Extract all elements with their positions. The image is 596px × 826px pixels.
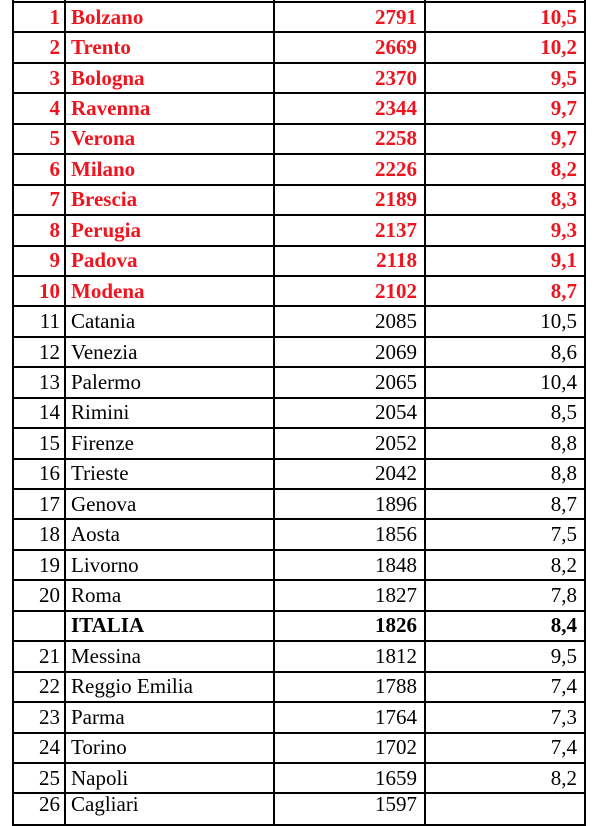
rank-cell: 1 xyxy=(13,2,65,32)
value-cell: 1896 xyxy=(274,489,425,519)
city-cell: Trieste xyxy=(65,459,274,489)
rank-cell: 22 xyxy=(13,672,65,702)
rank-cell: 2 xyxy=(13,32,65,62)
value-cell: 2085 xyxy=(274,306,425,336)
rank-cell: 14 xyxy=(13,398,65,428)
pct-cell: 7,3 xyxy=(425,702,585,732)
rank-cell: 9 xyxy=(13,246,65,276)
document-page xyxy=(12,0,586,826)
value-cell: 2370 xyxy=(274,63,425,93)
value-cell: 2189 xyxy=(274,185,425,215)
table-row xyxy=(13,672,585,702)
city-cell: Rimini xyxy=(65,398,274,428)
city-cell: Ravenna xyxy=(65,93,274,123)
rank-cell: 19 xyxy=(13,550,65,580)
pct-cell: 7,4 xyxy=(425,733,585,763)
table-row xyxy=(13,489,585,519)
city-cell: Venezia xyxy=(65,337,274,367)
city-cell: Verona xyxy=(65,124,274,154)
city-cell: Napoli xyxy=(65,763,274,793)
table-row xyxy=(13,337,585,367)
rank-cell: 21 xyxy=(13,641,65,671)
rank-cell: 24 xyxy=(13,733,65,763)
city-cell: Firenze xyxy=(65,428,274,458)
pct-cell: 7,8 xyxy=(425,580,585,610)
city-cell: Padova xyxy=(65,246,274,276)
table-row xyxy=(13,124,585,154)
table-row xyxy=(13,93,585,123)
table-row xyxy=(13,276,585,306)
pct-cell: 9,5 xyxy=(425,63,585,93)
city-cell: Perugia xyxy=(65,215,274,245)
pct-cell: 10,4 xyxy=(425,367,585,397)
city-cell: Brescia xyxy=(65,185,274,215)
pct-cell: 10,2 xyxy=(425,32,585,62)
value-cell: 2226 xyxy=(274,154,425,184)
rank-cell: 6 xyxy=(13,154,65,184)
pct-cell: 8,8 xyxy=(425,428,585,458)
value-cell: 2042 xyxy=(274,459,425,489)
value-cell: 2052 xyxy=(274,428,425,458)
pct-cell: 9,7 xyxy=(425,124,585,154)
table-row xyxy=(13,702,585,732)
value-cell: 1812 xyxy=(274,641,425,671)
pct-cell: 7,5 xyxy=(425,519,585,549)
pct-cell: 8,2 xyxy=(425,550,585,580)
rank-cell: 23 xyxy=(13,702,65,732)
pct-cell: 8,2 xyxy=(425,763,585,793)
pct-cell: 9,3 xyxy=(425,215,585,245)
rank-cell: 25 xyxy=(13,763,65,793)
table-row xyxy=(13,793,585,825)
pct-cell: 8,5 xyxy=(425,398,585,428)
table-row xyxy=(13,519,585,549)
city-cell: Modena xyxy=(65,276,274,306)
city-cell: Aosta xyxy=(65,519,274,549)
value-cell: 1702 xyxy=(274,733,425,763)
rank-cell: 5 xyxy=(13,124,65,154)
city-ranking-table xyxy=(12,0,586,826)
table-row xyxy=(13,63,585,93)
rank-cell: 3 xyxy=(13,63,65,93)
table-row xyxy=(13,580,585,610)
pct-cell: 8,7 xyxy=(425,276,585,306)
pct-cell: 9,5 xyxy=(425,641,585,671)
city-cell: Roma xyxy=(65,580,274,610)
city-cell: ITALIA xyxy=(65,611,274,641)
table-row xyxy=(13,154,585,184)
pct-cell xyxy=(425,793,585,825)
value-cell: 2065 xyxy=(274,367,425,397)
rank-cell: 11 xyxy=(13,306,65,336)
table-row xyxy=(13,306,585,336)
rank-cell: 17 xyxy=(13,489,65,519)
rank-cell: 15 xyxy=(13,428,65,458)
value-cell: 2791 xyxy=(274,2,425,32)
rank-cell: 26 xyxy=(13,793,65,825)
pct-cell: 8,8 xyxy=(425,459,585,489)
pct-cell: 10,5 xyxy=(425,306,585,336)
table-row xyxy=(13,367,585,397)
value-cell: 2054 xyxy=(274,398,425,428)
city-cell: Torino xyxy=(65,733,274,763)
value-cell: 1659 xyxy=(274,763,425,793)
value-cell: 2258 xyxy=(274,124,425,154)
city-cell: Cagliari xyxy=(65,793,274,825)
rank-cell: 7 xyxy=(13,185,65,215)
table-row xyxy=(13,246,585,276)
city-cell: Livorno xyxy=(65,550,274,580)
value-cell: 2137 xyxy=(274,215,425,245)
rank-cell: 20 xyxy=(13,580,65,610)
pct-cell: 8,4 xyxy=(425,611,585,641)
table-row xyxy=(13,550,585,580)
rank-cell: 13 xyxy=(13,367,65,397)
value-cell: 1856 xyxy=(274,519,425,549)
average-row xyxy=(13,611,585,641)
rank-cell: 4 xyxy=(13,93,65,123)
pct-cell: 10,5 xyxy=(425,2,585,32)
city-cell: Catania xyxy=(65,306,274,336)
table-row xyxy=(13,215,585,245)
rank-cell: 10 xyxy=(13,276,65,306)
pct-cell: 8,3 xyxy=(425,185,585,215)
table-body xyxy=(13,0,585,825)
city-cell: Messina xyxy=(65,641,274,671)
rank-cell: 18 xyxy=(13,519,65,549)
city-cell: Parma xyxy=(65,702,274,732)
value-cell: 1848 xyxy=(274,550,425,580)
value-cell: 2669 xyxy=(274,32,425,62)
value-cell: 1827 xyxy=(274,580,425,610)
city-cell: Trento xyxy=(65,32,274,62)
value-cell: 1597 xyxy=(274,793,425,825)
value-cell: 1826 xyxy=(274,611,425,641)
city-cell: Bologna xyxy=(65,63,274,93)
value-cell: 2118 xyxy=(274,246,425,276)
city-cell: Bolzano xyxy=(65,2,274,32)
city-cell: Palermo xyxy=(65,367,274,397)
value-cell: 2344 xyxy=(274,93,425,123)
rank-cell: 16 xyxy=(13,459,65,489)
value-cell: 1788 xyxy=(274,672,425,702)
city-cell: Reggio Emilia xyxy=(65,672,274,702)
table-row xyxy=(13,641,585,671)
pct-cell: 7,4 xyxy=(425,672,585,702)
city-cell: Genova xyxy=(65,489,274,519)
table-row xyxy=(13,185,585,215)
table-row xyxy=(13,32,585,62)
value-cell: 2102 xyxy=(274,276,425,306)
table-row xyxy=(13,459,585,489)
city-cell: Milano xyxy=(65,154,274,184)
table-row xyxy=(13,398,585,428)
rank-cell xyxy=(13,611,65,641)
pct-cell: 8,6 xyxy=(425,337,585,367)
rank-cell: 12 xyxy=(13,337,65,367)
pct-cell: 9,1 xyxy=(425,246,585,276)
value-cell: 2069 xyxy=(274,337,425,367)
table-row xyxy=(13,2,585,32)
pct-cell: 8,7 xyxy=(425,489,585,519)
rank-cell: 8 xyxy=(13,215,65,245)
value-cell: 1764 xyxy=(274,702,425,732)
table-row xyxy=(13,428,585,458)
pct-cell: 8,2 xyxy=(425,154,585,184)
pct-cell: 9,7 xyxy=(425,93,585,123)
table-row xyxy=(13,733,585,763)
